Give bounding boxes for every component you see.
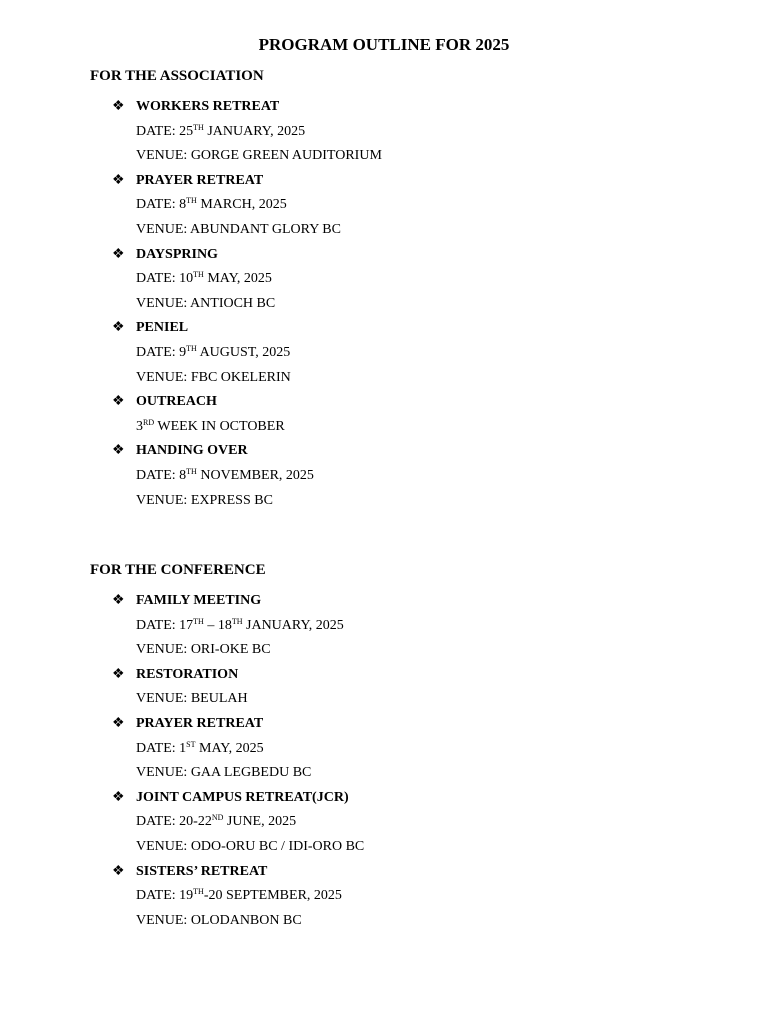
- page-title: PROGRAM OUTLINE FOR 2025: [258, 35, 510, 54]
- event-title: WORKERS RETREAT: [136, 99, 280, 114]
- event-detail: DATE: 20-22ND JUNE, 2025: [136, 813, 297, 830]
- event-detail: DATE: 10TH MAY, 2025: [136, 270, 272, 287]
- event-title: DAYSPRING: [136, 246, 218, 262]
- diamond-fleuron-icon: ❖: [112, 666, 125, 682]
- event-title: RESTORATION: [136, 666, 239, 682]
- event-detail: DATE: 8TH NOVEMBER, 2025: [136, 467, 314, 483]
- event-detail: DATE: 1ST MAY, 2025: [136, 739, 264, 756]
- event-title: SISTERS’ RETREAT: [136, 863, 268, 879]
- event-detail: DATE: 19TH-20 SEPTEMBER, 2025: [136, 887, 342, 904]
- diamond-fleuron-icon: ❖: [112, 394, 125, 410]
- diamond-fleuron-icon: ❖: [112, 246, 125, 262]
- event-detail: VENUE: ORI-OKE BC: [136, 642, 271, 658]
- diamond-fleuron-icon: ❖: [112, 863, 125, 879]
- event-detail: VENUE: EXPRESS BC: [136, 492, 273, 508]
- event-title: PENIEL: [136, 320, 189, 336]
- diamond-fleuron-icon: ❖: [112, 99, 125, 114]
- event-detail: VENUE: GAA LEGBEDU BC: [136, 765, 312, 781]
- diamond-fleuron-icon: ❖: [112, 443, 125, 459]
- event-title: OUTREACH: [136, 394, 217, 410]
- event-title: HANDING OVER: [136, 443, 248, 459]
- diamond-fleuron-icon: ❖: [112, 593, 125, 608]
- event-title: PRAYER RETREAT: [136, 716, 264, 731]
- event-title: JOINT CAMPUS RETREAT(JCR): [136, 789, 349, 805]
- section-heading: FOR THE ASSOCIATION: [90, 68, 264, 84]
- event-title: PRAYER RETREAT: [136, 172, 264, 188]
- event-detail: VENUE: GORGE GREEN AUDITORIUM: [136, 148, 382, 164]
- event-detail: DATE: 8TH MARCH, 2025: [136, 196, 287, 213]
- diamond-fleuron-icon: ❖: [112, 320, 125, 336]
- diamond-fleuron-icon: ❖: [112, 172, 125, 188]
- event-detail: VENUE: ODO-ORU BC / IDI-ORO BC: [136, 839, 365, 854]
- section-heading: FOR THE CONFERENCE: [90, 562, 266, 578]
- event-detail: VENUE: BEULAH: [136, 691, 248, 707]
- event-detail: VENUE: FBC OKELERIN: [136, 369, 291, 385]
- event-title: FAMILY MEETING: [136, 593, 262, 608]
- event-detail: DATE: 17TH – 18TH JANUARY, 2025: [136, 616, 344, 633]
- diamond-fleuron-icon: ❖: [112, 789, 125, 805]
- diamond-fleuron-icon: ❖: [112, 716, 125, 731]
- event-detail: VENUE: OLODANBON BC: [136, 912, 302, 928]
- event-detail: VENUE: ANTIOCH BC: [136, 295, 276, 311]
- event-detail: DATE: 9TH AUGUST, 2025: [136, 344, 291, 360]
- event-detail: DATE: 25TH JANUARY, 2025: [136, 122, 306, 139]
- event-detail: 3RD WEEK IN OCTOBER: [136, 417, 285, 434]
- event-detail: VENUE: ABUNDANT GLORY BC: [136, 222, 341, 237]
